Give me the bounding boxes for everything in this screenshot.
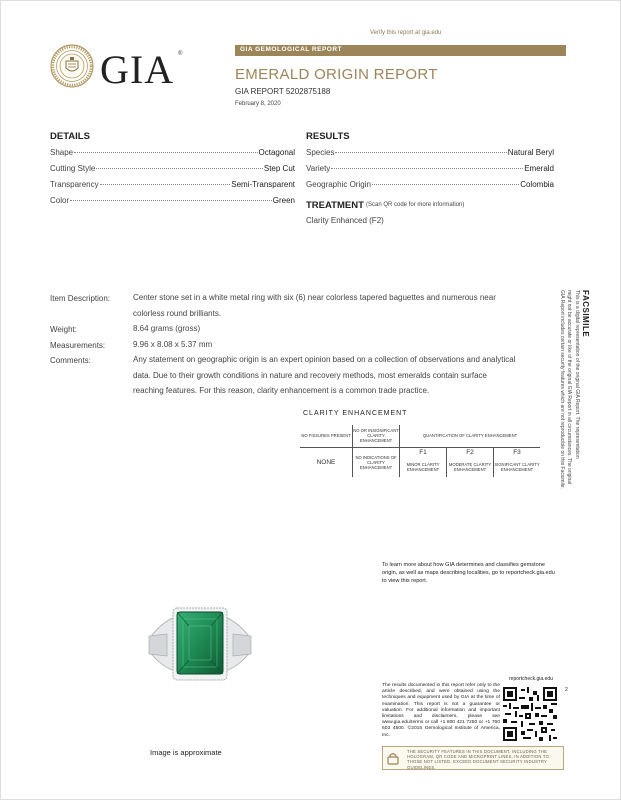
details-label: Color bbox=[50, 196, 70, 205]
comments-text bbox=[133, 352, 573, 399]
clarity-desc-f1: MINOR CLARITY ENHANCEMENT bbox=[400, 457, 447, 477]
item-description-line: colorless round brilliants. bbox=[133, 308, 222, 318]
security-text: THE SECURITY FEATURES IN THIS DOCUMENT, INCLUDING THE HOLOGRAM, QR CODE AND MICROPRINT LINES, IN ADDITION TO THOSE NOT LISTED, EXCEED DOCUMENT SECURITY INDUSTRY GUIDELINES. bbox=[407, 749, 550, 770]
report-number: GIA REPORT 5202875188 bbox=[235, 87, 331, 96]
results-value: Emerald bbox=[524, 164, 554, 173]
clarity-grade-f2: F2 bbox=[447, 447, 494, 457]
details-label: Cutting Style bbox=[50, 164, 96, 173]
qr-code-icon bbox=[503, 687, 557, 741]
results-label: Species bbox=[306, 148, 335, 157]
details-label: Shape bbox=[50, 148, 74, 157]
seal-icon bbox=[50, 44, 94, 88]
results-row-origin bbox=[306, 180, 554, 189]
details-value: Octagonal bbox=[258, 148, 295, 157]
qr-number: 2 bbox=[565, 687, 568, 693]
results-value: Natural Beryl bbox=[507, 148, 554, 157]
clarity-desc-f2: MODERATE CLARITY ENHANCEMENT bbox=[447, 457, 494, 477]
facsimile-line: This is a digital representation of the original GIA Report. The representation bbox=[574, 290, 580, 459]
qr-code[interactable] bbox=[503, 687, 557, 746]
details-row-transparency bbox=[50, 180, 295, 189]
facsimile-line: might not be accurate or like of the original GIA Report in all circumstances. The original bbox=[566, 290, 573, 485]
item-description-text bbox=[133, 290, 573, 321]
clarity-header-no-fissures: NO FISSURES PRESENT bbox=[300, 425, 353, 447]
lock-icon bbox=[386, 752, 400, 765]
details-value: Step Cut bbox=[263, 164, 295, 173]
results-row-species bbox=[306, 148, 554, 157]
reportcheck-link[interactable]: reportcheck.gia.edu bbox=[509, 676, 553, 682]
details-row-color bbox=[50, 196, 295, 205]
clarity-header-quantification: QUANTIFICATION OF CLARITY ENHANCEMENT bbox=[400, 425, 541, 447]
weight-label: Weight: bbox=[50, 325, 77, 334]
gia-wordmark: GIA bbox=[100, 47, 175, 92]
results-heading: RESULTS bbox=[306, 131, 350, 142]
comments-label: Comments: bbox=[50, 356, 91, 365]
clarity-none: NONE bbox=[316, 458, 336, 466]
weight-value: 8.64 grams (gross) bbox=[133, 324, 201, 333]
clarity-no-indications: NO INDICATIONS OF CLARITY ENHANCEMENT bbox=[353, 447, 400, 477]
treatment-note: (Scan QR code for more information) bbox=[366, 202, 465, 208]
verify-link[interactable]: Verify this report at gia.edu bbox=[370, 30, 442, 36]
measurements-value: 9.96 x 8.08 x 5.37 mm bbox=[133, 340, 213, 349]
details-value: Green bbox=[272, 196, 295, 205]
details-label: Transparency bbox=[50, 180, 99, 189]
comments-line: data. Due to their growth conditions in nature and recovery methods, most emeralds contain surface bbox=[133, 370, 487, 380]
ring-image bbox=[145, 598, 255, 695]
facsimile-line: GIA Report includes certain security features which are not reproducible on this Facsimile. bbox=[559, 290, 565, 489]
details-row-cutting-style bbox=[50, 164, 295, 173]
clarity-enhancement-table bbox=[300, 425, 540, 477]
details-row-shape bbox=[50, 148, 295, 157]
image-caption: Image is approximate bbox=[150, 748, 222, 757]
treatment-value: Clarity Enhanced (F2) bbox=[306, 216, 384, 225]
report-type-bar bbox=[235, 45, 566, 56]
clarity-header-insignificant: NO OR INSIGNIFICANT CLARITY ENHANCEMENT bbox=[353, 425, 400, 447]
security-notice bbox=[382, 746, 564, 770]
results-label: Variety bbox=[306, 164, 331, 173]
item-description-line: Center stone set in a white metal ring with six (6) near colorless tapered baguettes and numerous near bbox=[133, 293, 496, 302]
report-date: February 8, 2020 bbox=[235, 101, 281, 107]
emerald-ring-icon bbox=[145, 598, 255, 690]
learn-more-text: To learn more about how GIA determines and classifies gemstone origin, as well as maps describing localities, go to reportcheck.gia.edu to view this report. bbox=[382, 562, 555, 584]
clarity-grade-f3: F3 bbox=[494, 447, 541, 457]
details-value: Semi-Transparent bbox=[231, 180, 295, 189]
clarity-enhancement-title: CLARITY ENHANCEMENT bbox=[303, 410, 408, 417]
details-heading: DETAILS bbox=[50, 131, 90, 142]
clarity-desc-f3: SIGNIFICANT CLARITY ENHANCEMENT bbox=[494, 457, 541, 477]
clarity-grade-f1: F1 bbox=[400, 447, 447, 457]
fine-print: The results documented in this report refer only to the article described, and were obtained using the techniques and equipment used by GIA at the time of examination. This report is not a guarantee or valuation. For additional information and important limitations and disclaimers, please see www.gia.edu/terms or call +1 800 421 7250 or +1 760 603 4500. ©2015 Gemological Institute of America, Inc. bbox=[382, 683, 500, 738]
registered-mark: ® bbox=[178, 51, 183, 57]
measurements-label: Measurements: bbox=[50, 341, 106, 350]
report-title: EMERALD ORIGIN REPORT bbox=[235, 66, 438, 83]
results-row-variety bbox=[306, 164, 554, 173]
gia-seal-logo bbox=[50, 44, 94, 88]
comments-line: Any statement on geographic origin is an expert opinion based on a collection of observations and analytical bbox=[133, 355, 516, 364]
results-value: Colombia bbox=[520, 180, 554, 189]
treatment-heading: TREATMENT bbox=[306, 200, 364, 211]
facsimile-title: FACSIMILE bbox=[581, 290, 590, 338]
item-description-label: Item Description: bbox=[50, 294, 111, 303]
comments-line: reaching features. For this reason, clarity enhancement is a common trade practice. bbox=[133, 386, 430, 395]
report-type-label: GIA GEMOLOGICAL REPORT bbox=[240, 46, 343, 53]
results-label: Geographic Origin bbox=[306, 180, 371, 189]
